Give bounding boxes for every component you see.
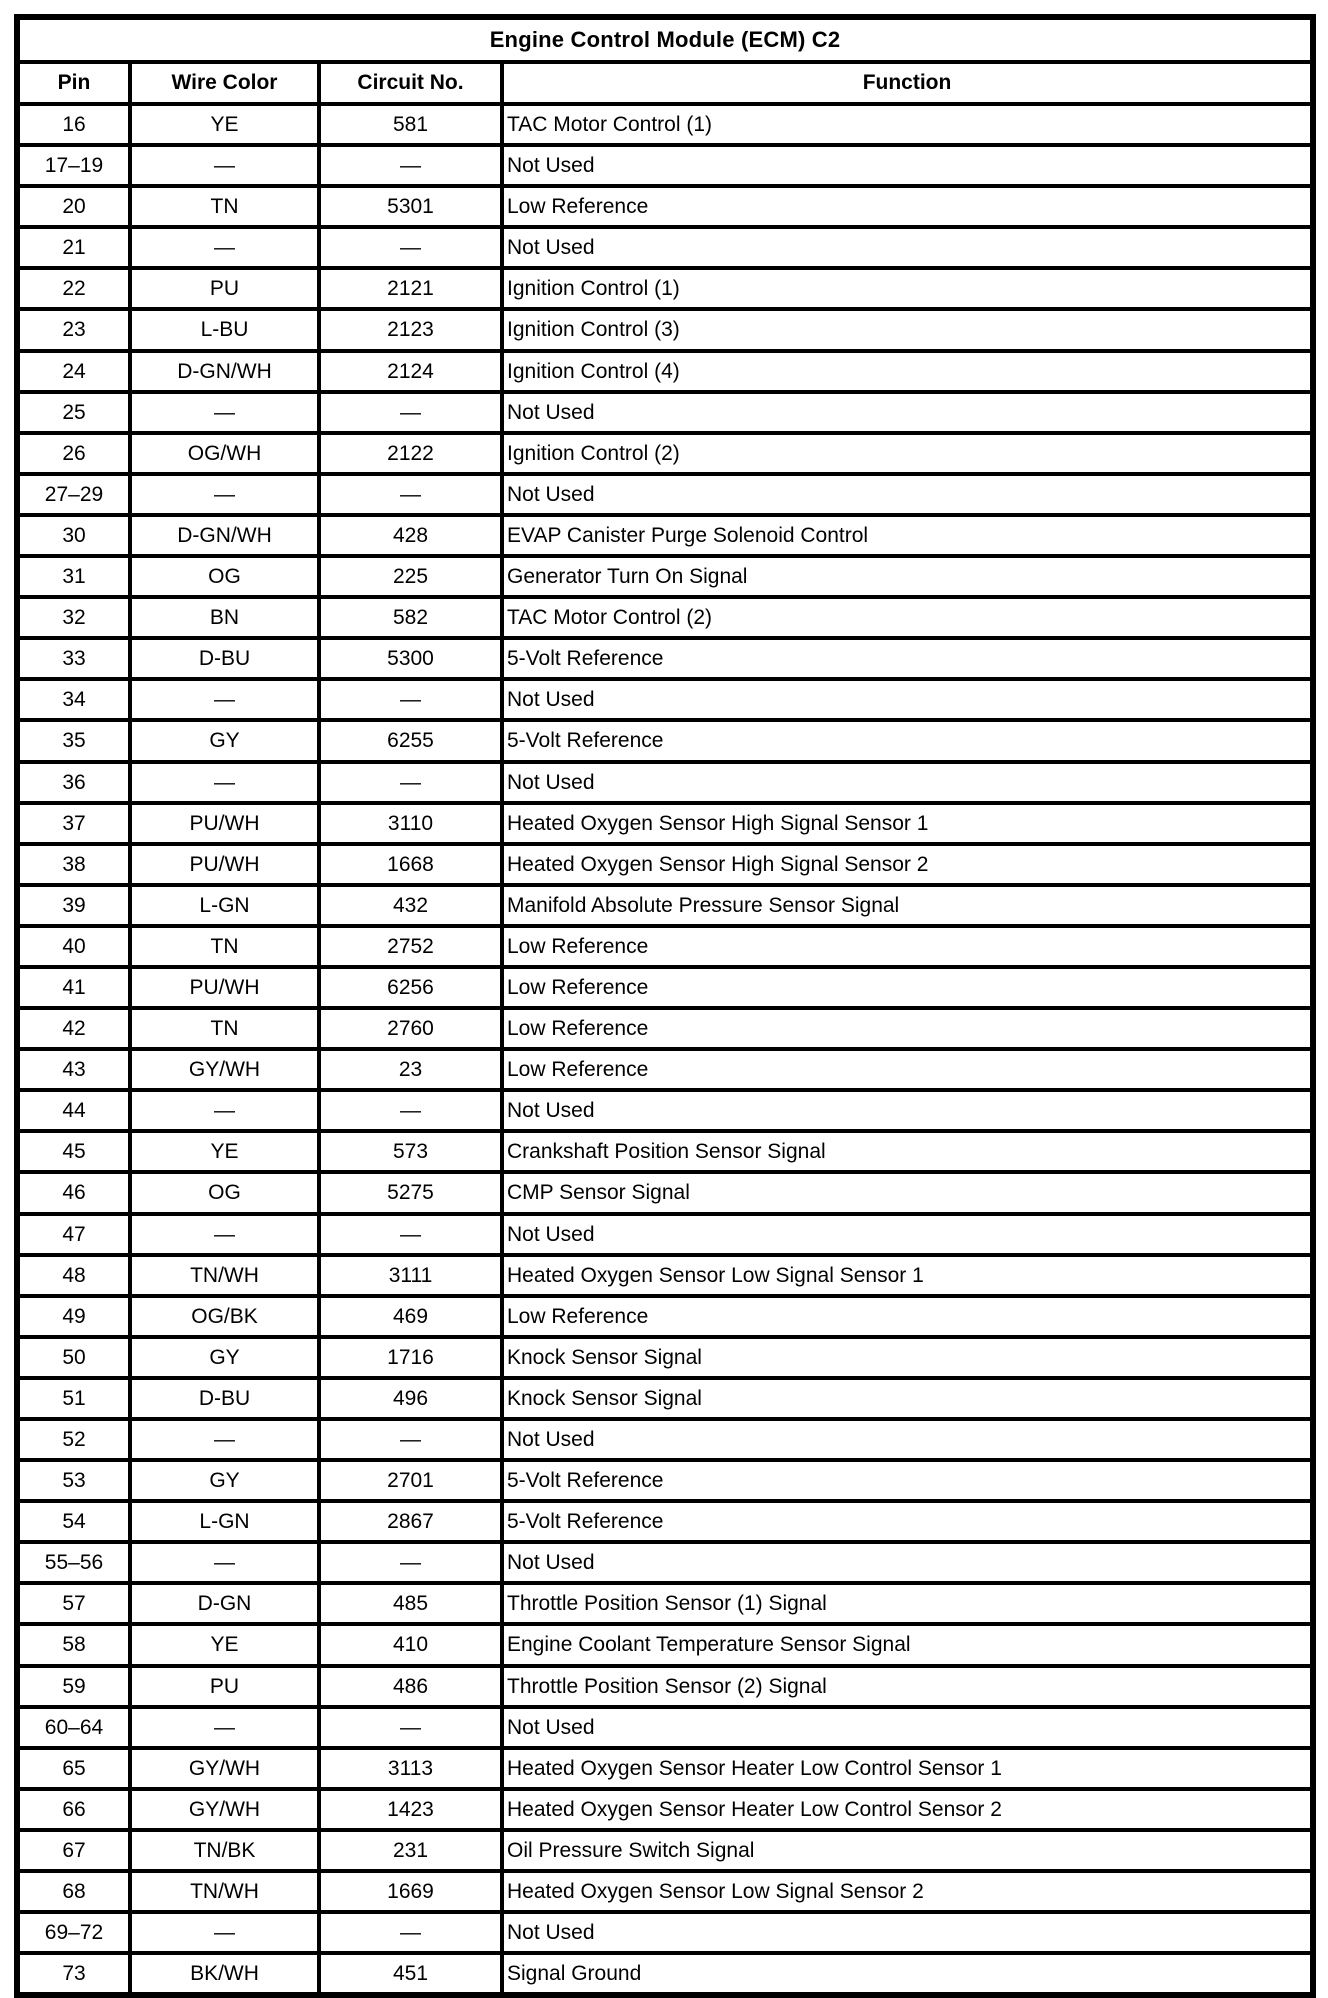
wire-color-cell: OG/WH [130,433,319,474]
circuit-no-cell: — [319,474,502,515]
circuit-no-cell: 23 [319,1049,502,1090]
wire-color-cell: — [130,679,319,720]
table-row [17,1583,1313,1624]
wire-color-cell: L-GN [130,885,319,926]
pin-cell: 34 [17,679,130,720]
function-cell: 5-Volt Reference [502,638,1313,679]
wire-color-cell: PU/WH [130,844,319,885]
function-cell: Heated Oxygen Sensor High Signal Sensor 1 [502,803,1313,844]
wire-color-cell: YE [130,1624,319,1665]
pin-cell: 51 [17,1378,130,1419]
table-row [17,1419,1313,1460]
table-row [17,186,1313,227]
pin-cell: 55–56 [17,1542,130,1583]
pin-cell: 30 [17,515,130,556]
pin-cell: 60–64 [17,1707,130,1748]
wire-color-cell: TN/BK [130,1830,319,1871]
table-row [17,1172,1313,1213]
pin-cell: 54 [17,1501,130,1542]
table-row [17,1296,1313,1337]
circuit-no-cell: — [319,145,502,186]
function-cell: 5-Volt Reference [502,720,1313,761]
circuit-no-cell: 1668 [319,844,502,885]
pin-cell: 58 [17,1624,130,1665]
table-row [17,433,1313,474]
function-cell: Engine Coolant Temperature Sensor Signal [502,1624,1313,1665]
wire-color-cell: D-BU [130,1378,319,1419]
column-header-wire-color: Wire Color [130,62,319,104]
circuit-no-cell: — [319,1707,502,1748]
table-row [17,145,1313,186]
wire-color-cell: TN [130,926,319,967]
table-row [17,1871,1313,1912]
table-row [17,803,1313,844]
wire-color-cell: L-GN [130,1501,319,1542]
wire-color-cell: — [130,1419,319,1460]
function-cell: Low Reference [502,1296,1313,1337]
function-cell: Throttle Position Sensor (1) Signal [502,1583,1313,1624]
function-cell: Not Used [502,1419,1313,1460]
wire-color-cell: PU/WH [130,967,319,1008]
function-cell: Low Reference [502,186,1313,227]
wire-color-cell: YE [130,1131,319,1172]
pin-cell: 22 [17,268,130,309]
table-row [17,638,1313,679]
pin-cell: 46 [17,1172,130,1213]
function-cell: 5-Volt Reference [502,1501,1313,1542]
table-row [17,1542,1313,1583]
pin-cell: 43 [17,1049,130,1090]
function-cell: CMP Sensor Signal [502,1172,1313,1213]
table-row [17,1501,1313,1542]
table-row [17,762,1313,803]
circuit-no-cell: 1716 [319,1337,502,1378]
function-cell: Not Used [502,392,1313,433]
wire-color-cell: — [130,1542,319,1583]
pin-cell: 66 [17,1789,130,1830]
wire-color-cell: TN/WH [130,1255,319,1296]
table-row [17,1830,1313,1871]
function-cell: Heated Oxygen Sensor Low Signal Sensor 1 [502,1255,1313,1296]
table-row [17,1049,1313,1090]
circuit-no-cell: 582 [319,597,502,638]
table-row [17,515,1313,556]
circuit-no-cell: 581 [319,104,502,145]
function-cell: Crankshaft Position Sensor Signal [502,1131,1313,1172]
pin-cell: 45 [17,1131,130,1172]
function-cell: TAC Motor Control (2) [502,597,1313,638]
table-row [17,926,1313,967]
pin-cell: 50 [17,1337,130,1378]
circuit-no-cell: 573 [319,1131,502,1172]
table-row [17,556,1313,597]
table-row [17,885,1313,926]
circuit-no-cell: 2867 [319,1501,502,1542]
circuit-no-cell: — [319,227,502,268]
pin-cell: 31 [17,556,130,597]
circuit-no-cell: 5300 [319,638,502,679]
pin-cell: 69–72 [17,1912,130,1953]
function-cell: Ignition Control (1) [502,268,1313,309]
table-row [17,679,1313,720]
table-row [17,1748,1313,1789]
circuit-no-cell: 451 [319,1953,502,1995]
circuit-no-cell: 432 [319,885,502,926]
wire-color-cell: — [130,762,319,803]
wire-color-cell: — [130,474,319,515]
circuit-no-cell: — [319,1090,502,1131]
circuit-no-cell: 3110 [319,803,502,844]
table-row [17,268,1313,309]
table-row [17,967,1313,1008]
table-row [17,351,1313,392]
function-cell: Low Reference [502,1049,1313,1090]
pin-cell: 44 [17,1090,130,1131]
wire-color-cell: D-BU [130,638,319,679]
circuit-no-cell: 428 [319,515,502,556]
wire-color-cell: PU [130,1666,319,1707]
circuit-no-cell: 410 [319,1624,502,1665]
circuit-no-cell: 2124 [319,351,502,392]
function-cell: Not Used [502,1090,1313,1131]
wire-color-cell: GY/WH [130,1049,319,1090]
wire-color-cell: D-GN [130,1583,319,1624]
pin-cell: 37 [17,803,130,844]
table-row [17,1953,1313,1995]
circuit-no-cell: 496 [319,1378,502,1419]
pin-cell: 35 [17,720,130,761]
function-cell: Manifold Absolute Pressure Sensor Signal [502,885,1313,926]
wire-color-cell: PU/WH [130,803,319,844]
table-row [17,227,1313,268]
circuit-no-cell: 469 [319,1296,502,1337]
table-row [17,1008,1313,1049]
circuit-no-cell: 5275 [319,1172,502,1213]
pin-cell: 65 [17,1748,130,1789]
circuit-no-cell: 2123 [319,309,502,350]
column-header-pin: Pin [17,62,130,104]
table-row [17,309,1313,350]
wire-color-cell: OG [130,1172,319,1213]
pin-cell: 16 [17,104,130,145]
circuit-no-cell: 5301 [319,186,502,227]
pin-cell: 20 [17,186,130,227]
pin-cell: 26 [17,433,130,474]
wire-color-cell: TN [130,186,319,227]
wire-color-cell: D-GN/WH [130,515,319,556]
table-row [17,1624,1313,1665]
wire-color-cell: TN/WH [130,1871,319,1912]
pin-cell: 23 [17,309,130,350]
wire-color-cell: OG/BK [130,1296,319,1337]
pin-cell: 33 [17,638,130,679]
function-cell: Not Used [502,1542,1313,1583]
wire-color-cell: GY/WH [130,1748,319,1789]
function-cell: Not Used [502,227,1313,268]
table-title: Engine Control Module (ECM) C2 [17,17,1313,62]
function-cell: Generator Turn On Signal [502,556,1313,597]
wire-color-cell: — [130,1707,319,1748]
table-row [17,104,1313,145]
function-cell: Not Used [502,1912,1313,1953]
wire-color-cell: PU [130,268,319,309]
circuit-no-cell: 2701 [319,1460,502,1501]
table-header-row [17,62,1313,104]
pin-cell: 21 [17,227,130,268]
function-cell: Not Used [502,145,1313,186]
pin-cell: 57 [17,1583,130,1624]
pin-cell: 53 [17,1460,130,1501]
function-cell: Ignition Control (4) [502,351,1313,392]
table-row [17,1214,1313,1255]
circuit-no-cell: — [319,392,502,433]
circuit-no-cell: 1669 [319,1871,502,1912]
column-header-function: Function [502,62,1313,104]
pin-cell: 42 [17,1008,130,1049]
circuit-no-cell: 3111 [319,1255,502,1296]
wire-color-cell: — [130,1214,319,1255]
pin-cell: 48 [17,1255,130,1296]
function-cell: Heated Oxygen Sensor Heater Low Control Sensor 1 [502,1748,1313,1789]
wire-color-cell: — [130,227,319,268]
pin-cell: 27–29 [17,474,130,515]
circuit-no-cell: 2122 [319,433,502,474]
pin-cell: 24 [17,351,130,392]
circuit-no-cell: 2121 [319,268,502,309]
function-cell: Not Used [502,679,1313,720]
table-title-row [17,17,1313,62]
wire-color-cell: OG [130,556,319,597]
pin-cell: 67 [17,1830,130,1871]
table-row [17,1912,1313,1953]
circuit-no-cell: — [319,679,502,720]
pin-cell: 25 [17,392,130,433]
table-row [17,392,1313,433]
table-row [17,474,1313,515]
pin-cell: 49 [17,1296,130,1337]
circuit-no-cell: 2752 [319,926,502,967]
pin-cell: 39 [17,885,130,926]
table-row [17,1378,1313,1419]
function-cell: Not Used [502,1707,1313,1748]
table-body [17,104,1313,1995]
table-row [17,1255,1313,1296]
pin-cell: 47 [17,1214,130,1255]
wire-color-cell: BK/WH [130,1953,319,1995]
function-cell: Signal Ground [502,1953,1313,1995]
pin-cell: 32 [17,597,130,638]
table-row [17,1460,1313,1501]
circuit-no-cell: 225 [319,556,502,597]
circuit-no-cell: 3113 [319,1748,502,1789]
wire-color-cell: GY [130,720,319,761]
wire-color-cell: YE [130,104,319,145]
function-cell: EVAP Canister Purge Solenoid Control [502,515,1313,556]
pin-cell: 40 [17,926,130,967]
function-cell: Not Used [502,474,1313,515]
circuit-no-cell: — [319,1912,502,1953]
table-row [17,1131,1313,1172]
circuit-no-cell: 6256 [319,967,502,1008]
wire-color-cell: TN [130,1008,319,1049]
column-header-circuit-no: Circuit No. [319,62,502,104]
wire-color-cell: — [130,1912,319,1953]
wire-color-cell: GY [130,1460,319,1501]
function-cell: Throttle Position Sensor (2) Signal [502,1666,1313,1707]
table-row [17,1337,1313,1378]
pin-cell: 38 [17,844,130,885]
circuit-no-cell: 486 [319,1666,502,1707]
wire-color-cell: — [130,392,319,433]
function-cell: Oil Pressure Switch Signal [502,1830,1313,1871]
function-cell: Heated Oxygen Sensor High Signal Sensor 2 [502,844,1313,885]
pin-cell: 59 [17,1666,130,1707]
function-cell: TAC Motor Control (1) [502,104,1313,145]
wire-color-cell: — [130,145,319,186]
circuit-no-cell: 485 [319,1583,502,1624]
circuit-no-cell: — [319,1542,502,1583]
function-cell: Low Reference [502,1008,1313,1049]
function-cell: Not Used [502,762,1313,803]
function-cell: Ignition Control (3) [502,309,1313,350]
pin-cell: 36 [17,762,130,803]
table-row [17,1789,1313,1830]
circuit-no-cell: — [319,762,502,803]
pin-cell: 17–19 [17,145,130,186]
wire-color-cell: D-GN/WH [130,351,319,392]
pin-cell: 52 [17,1419,130,1460]
function-cell: Low Reference [502,967,1313,1008]
circuit-no-cell: 231 [319,1830,502,1871]
pin-cell: 41 [17,967,130,1008]
function-cell: Ignition Control (2) [502,433,1313,474]
table-row [17,1090,1313,1131]
table-row [17,1707,1313,1748]
function-cell: Heated Oxygen Sensor Heater Low Control Sensor 2 [502,1789,1313,1830]
wire-color-cell: BN [130,597,319,638]
circuit-no-cell: 2760 [319,1008,502,1049]
table-row [17,597,1313,638]
wire-color-cell: L-BU [130,309,319,350]
function-cell: Not Used [502,1214,1313,1255]
circuit-no-cell: 6255 [319,720,502,761]
wire-color-cell: GY/WH [130,1789,319,1830]
pin-cell: 68 [17,1871,130,1912]
circuit-no-cell: 1423 [319,1789,502,1830]
wire-color-cell: — [130,1090,319,1131]
function-cell: Heated Oxygen Sensor Low Signal Sensor 2 [502,1871,1313,1912]
ecm-c2-pinout-table [14,14,1316,1998]
table-row [17,1666,1313,1707]
pin-cell: 73 [17,1953,130,1995]
function-cell: 5-Volt Reference [502,1460,1313,1501]
wire-color-cell: GY [130,1337,319,1378]
circuit-no-cell: — [319,1214,502,1255]
table-row [17,720,1313,761]
function-cell: Low Reference [502,926,1313,967]
table-row [17,844,1313,885]
function-cell: Knock Sensor Signal [502,1337,1313,1378]
function-cell: Knock Sensor Signal [502,1378,1313,1419]
circuit-no-cell: — [319,1419,502,1460]
